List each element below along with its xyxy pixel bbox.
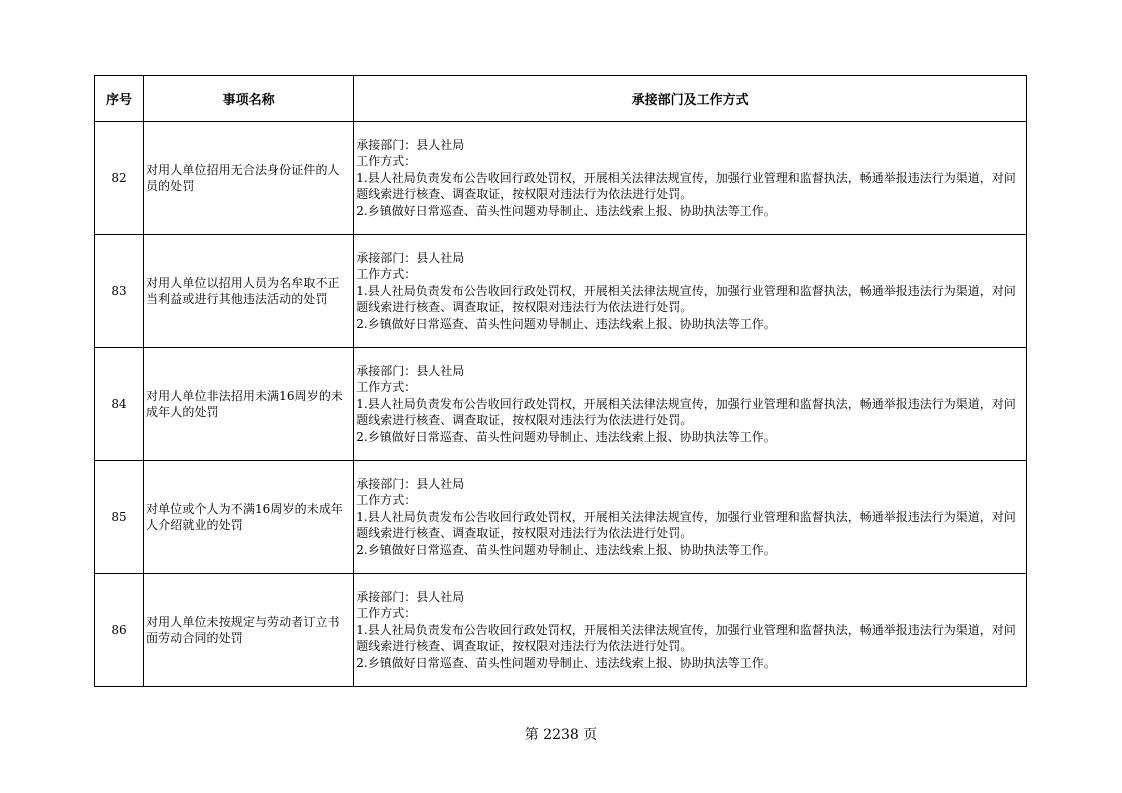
row-mode: 工作方式： bbox=[356, 267, 417, 282]
row-item-2: 2.乡镇做好日常巡查、苗头性问题劝导制止、违法线索上报、协助执法等工作。 bbox=[356, 655, 776, 670]
row-item-1: 1.县人社局负责发布公告收回行政处罚权，开展相关法律法规宣传，加强行业管理和监督执法，畅通举报违法行为渠道，对问题线索进行核查、调查取证，按权限对违法行为依法进行处罚。 bbox=[356, 170, 1016, 202]
row-item-2: 2.乡镇做好日常巡查、苗头性问题劝导制止、违法线索上报、协助执法等工作。 bbox=[356, 429, 776, 444]
row-mode: 工作方式： bbox=[356, 154, 417, 169]
row-dept: 承接部门：县人社局 bbox=[356, 363, 465, 378]
row-name: 对用人单位以招用人员为名牟取不正当利益或进行其他违法活动的处罚 bbox=[144, 235, 354, 348]
row-item-1: 1.县人社局负责发布公告收回行政处罚权，开展相关法律法规宣传，加强行业管理和监督执法，畅通举报违法行为渠道，对问题线索进行核查、调查取证，按权限对违法行为依法进行处罚。 bbox=[356, 509, 1016, 541]
table-row bbox=[95, 235, 1027, 348]
row-name: 对用人单位招用无合法身份证件的人员的处罚 bbox=[144, 122, 354, 235]
table-row bbox=[95, 461, 1027, 574]
row-dept: 承接部门：县人社局 bbox=[356, 250, 465, 265]
table-row bbox=[95, 574, 1027, 687]
header-row bbox=[95, 76, 1027, 122]
row-item-2: 2.乡镇做好日常巡查、苗头性问题劝导制止、违法线索上报、协助执法等工作。 bbox=[356, 542, 776, 557]
row-mode: 工作方式： bbox=[356, 380, 417, 395]
row-item-1: 1.县人社局负责发布公告收回行政处罚权，开展相关法律法规宣传，加强行业管理和监督执法，畅通举报违法行为渠道，对问题线索进行核查、调查取证，按权限对违法行为依法进行处罚。 bbox=[356, 622, 1016, 654]
row-no: 86 bbox=[95, 574, 144, 687]
row-item-1: 1.县人社局负责发布公告收回行政处罚权，开展相关法律法规宣传，加强行业管理和监督执法，畅通举报违法行为渠道，对问题线索进行核查、调查取证，按权限对违法行为依法进行处罚。 bbox=[356, 396, 1016, 428]
row-method bbox=[354, 461, 1027, 574]
row-method bbox=[354, 348, 1027, 461]
row-dept: 承接部门：县人社局 bbox=[356, 137, 465, 152]
row-no: 84 bbox=[95, 348, 144, 461]
row-name: 对用人单位未按规定与劳动者订立书面劳动合同的处罚 bbox=[144, 574, 354, 687]
header-name: 事项名称 bbox=[144, 76, 354, 122]
row-no: 82 bbox=[95, 122, 144, 235]
page-number: 第 2238 页 bbox=[524, 727, 598, 743]
row-item-1: 1.县人社局负责发布公告收回行政处罚权，开展相关法律法规宣传，加强行业管理和监督执法，畅通举报违法行为渠道，对问题线索进行核查、调查取证，按权限对违法行为依法进行处罚。 bbox=[356, 283, 1016, 315]
row-method bbox=[354, 574, 1027, 687]
row-dept: 承接部门：县人社局 bbox=[356, 589, 465, 604]
row-method bbox=[354, 235, 1027, 348]
row-item-2: 2.乡镇做好日常巡查、苗头性问题劝导制止、违法线索上报、协助执法等工作。 bbox=[356, 203, 776, 218]
row-mode: 工作方式： bbox=[356, 493, 417, 508]
row-name: 对用人单位非法招用未满16周岁的未成年人的处罚 bbox=[144, 348, 354, 461]
row-name: 对单位或个人为不满16周岁的未成年人介绍就业的处罚 bbox=[144, 461, 354, 574]
row-no: 83 bbox=[95, 235, 144, 348]
row-method bbox=[354, 122, 1027, 235]
header-no: 序号 bbox=[95, 76, 144, 122]
header-method: 承接部门及工作方式 bbox=[354, 76, 1027, 122]
table-row bbox=[95, 122, 1027, 235]
matters-table bbox=[94, 75, 1027, 687]
row-item-2: 2.乡镇做好日常巡查、苗头性问题劝导制止、违法线索上报、协助执法等工作。 bbox=[356, 316, 776, 331]
row-dept: 承接部门：县人社局 bbox=[356, 476, 465, 491]
table-row bbox=[95, 348, 1027, 461]
row-no: 85 bbox=[95, 461, 144, 574]
row-mode: 工作方式： bbox=[356, 606, 417, 621]
